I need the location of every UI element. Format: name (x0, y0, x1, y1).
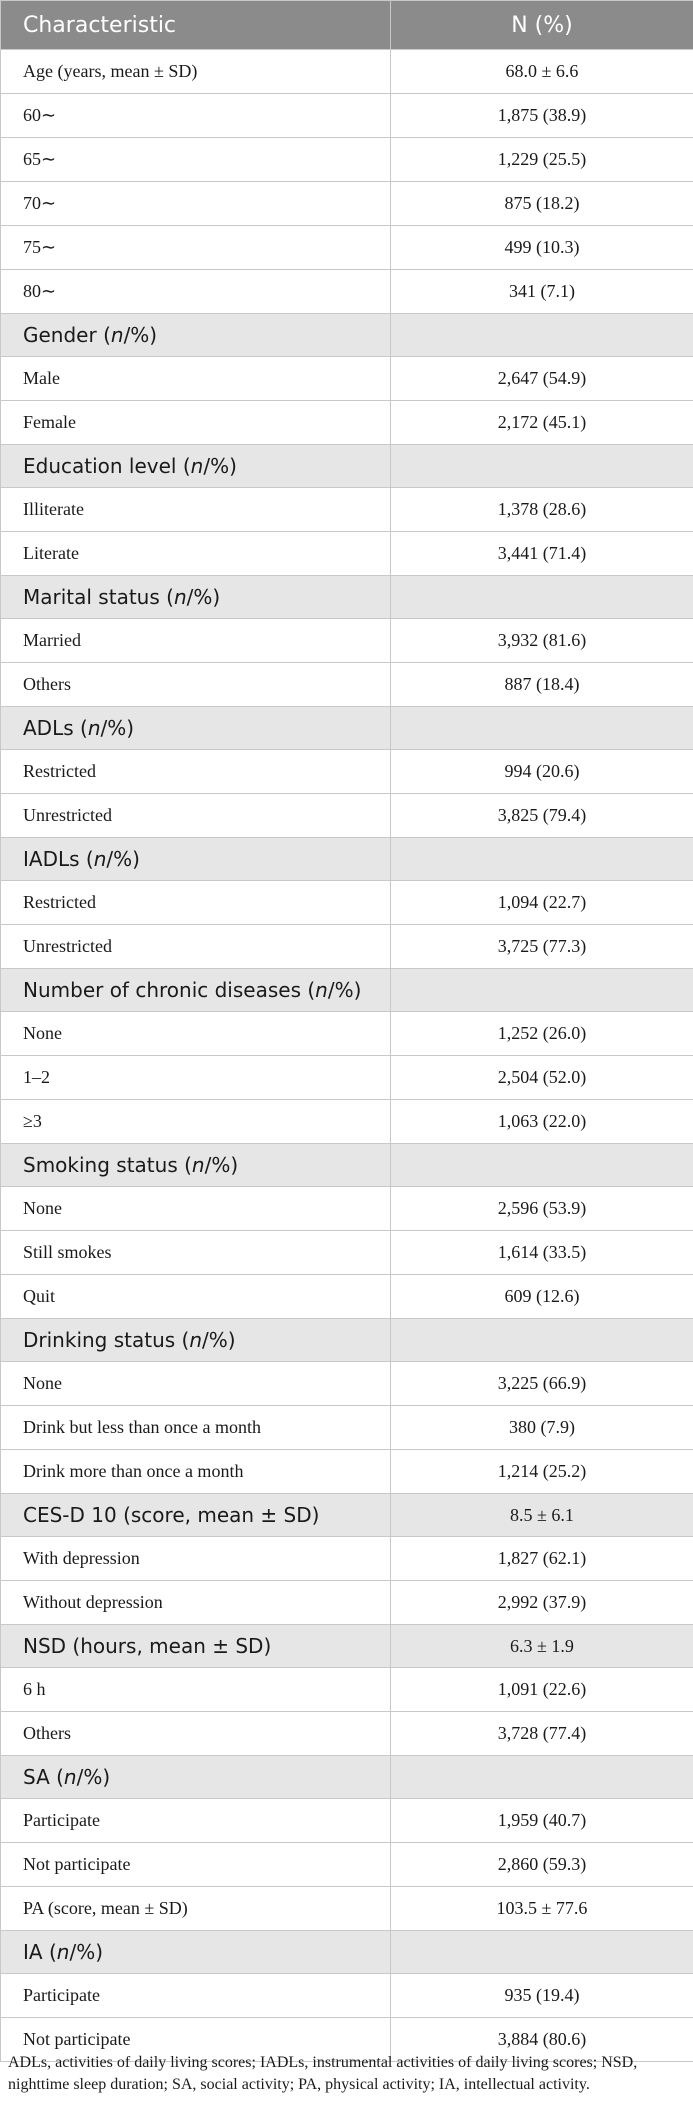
row-label: IADLs (23, 847, 80, 871)
column-header-characteristic: Characteristic (1, 1, 391, 50)
section-header-row (1, 1494, 693, 1537)
characteristic-cell (1, 138, 391, 182)
characteristic-cell (1, 794, 391, 838)
value-cell (391, 576, 693, 619)
value-cell: 887 (18.4) (391, 663, 693, 707)
value-cell: 6.3 ± 1.9 (391, 1625, 693, 1668)
value-cell: 875 (18.2) (391, 182, 693, 226)
section-header-row (1, 314, 693, 357)
row-label: None (23, 1198, 62, 1218)
row-label: Not participate (23, 2029, 131, 2049)
section-label-cell (1, 1494, 391, 1537)
section-header-row (1, 445, 693, 488)
characteristic-cell (1, 226, 391, 270)
value-cell: 1,252 (26.0) (391, 1012, 693, 1056)
characteristic-cell (1, 1275, 391, 1319)
section-label-cell (1, 838, 391, 881)
row-label: 75∼ (23, 237, 57, 257)
value-cell: 341 (7.1) (391, 270, 693, 314)
value-cell: 2,504 (52.0) (391, 1056, 693, 1100)
value-cell: 1,229 (25.5) (391, 138, 693, 182)
row-unit-suffix: (n/%) (166, 585, 221, 609)
characteristic-cell (1, 1974, 391, 2018)
characteristic-cell (1, 750, 391, 794)
value-cell (391, 1931, 693, 1974)
row-label: Number of chronic diseases (23, 978, 301, 1002)
value-cell (391, 969, 693, 1012)
row-label: CES-D 10 (score, mean ± SD) (23, 1503, 320, 1527)
row-label: SA (23, 1765, 50, 1789)
table-row (1, 1799, 693, 1843)
characteristic-cell (1, 532, 391, 576)
table-header-row (1, 1, 693, 50)
table-row (1, 1056, 693, 1100)
table-row (1, 619, 693, 663)
row-unit-suffix: (n/%) (182, 454, 237, 478)
value-cell: 3,884 (80.6) (391, 2018, 693, 2062)
table-row (1, 1537, 693, 1581)
table-row (1, 357, 693, 401)
section-label-cell (1, 576, 391, 619)
table-row (1, 532, 693, 576)
row-label: 65∼ (23, 149, 57, 169)
row-label: Drink more than once a month (23, 1461, 244, 1481)
characteristic-cell (1, 1231, 391, 1275)
characteristic-cell (1, 357, 391, 401)
column-header-n-percent: N (%) (391, 1, 693, 50)
table-row (1, 182, 693, 226)
table-row (1, 50, 693, 94)
characteristic-cell (1, 1581, 391, 1625)
characteristic-cell (1, 401, 391, 445)
table-row (1, 1887, 693, 1931)
row-label: ≥3 (23, 1111, 42, 1131)
row-unit-suffix: (n/%) (184, 1153, 239, 1177)
section-header-row (1, 838, 693, 881)
row-label: Participate (23, 1985, 100, 2005)
row-unit-suffix: (n/%) (48, 1940, 103, 1964)
table-row (1, 1362, 693, 1406)
characteristic-cell (1, 1406, 391, 1450)
section-label-cell (1, 1144, 391, 1187)
row-label: Others (23, 1723, 71, 1743)
row-label: Literate (23, 543, 79, 563)
section-label-cell (1, 1319, 391, 1362)
table-row (1, 1406, 693, 1450)
characteristic-cell (1, 1712, 391, 1756)
value-cell (391, 1144, 693, 1187)
value-cell: 103.5 ± 77.6 (391, 1887, 693, 1931)
value-cell: 1,094 (22.7) (391, 881, 693, 925)
value-cell: 8.5 ± 6.1 (391, 1494, 693, 1537)
characteristic-cell (1, 1887, 391, 1931)
row-label: Participate (23, 1810, 100, 1830)
value-cell: 1,875 (38.9) (391, 94, 693, 138)
value-cell: 3,441 (71.4) (391, 532, 693, 576)
value-cell: 609 (12.6) (391, 1275, 693, 1319)
section-label-cell (1, 1756, 391, 1799)
section-label-cell (1, 445, 391, 488)
section-label-cell (1, 314, 391, 357)
value-cell: 2,992 (37.9) (391, 1581, 693, 1625)
table-row (1, 1974, 693, 2018)
characteristic-cell (1, 619, 391, 663)
value-cell: 1,827 (62.1) (391, 1537, 693, 1581)
row-unit-suffix: (n/%) (181, 1328, 236, 1352)
section-header-row (1, 969, 693, 1012)
row-label: 80∼ (23, 281, 57, 301)
row-label: Restricted (23, 761, 96, 781)
row-label: 1–2 (23, 1067, 50, 1087)
table-row (1, 1100, 693, 1144)
table-row (1, 1668, 693, 1712)
value-cell: 499 (10.3) (391, 226, 693, 270)
table-row (1, 1012, 693, 1056)
row-label: Restricted (23, 892, 96, 912)
row-label: IA (23, 1940, 43, 1964)
characteristic-cell (1, 270, 391, 314)
row-label: With depression (23, 1548, 140, 1568)
row-unit-suffix: (n/%) (103, 323, 158, 347)
characteristic-cell (1, 488, 391, 532)
table-row (1, 488, 693, 532)
table-row (1, 1712, 693, 1756)
row-label: Drink but less than once a month (23, 1417, 261, 1437)
characteristic-cell (1, 1843, 391, 1887)
value-cell: 1,214 (25.2) (391, 1450, 693, 1494)
section-header-row (1, 707, 693, 750)
characteristic-cell (1, 881, 391, 925)
table-footnote: ADLs, activities of daily living scores; IADLs, instrumental activities of daily living scores; NSD, nighttime sleep duration; SA, social activity; PA, physical activity; IA, intellectual activity. (8, 2054, 638, 2093)
characteristic-cell (1, 1537, 391, 1581)
characteristic-cell (1, 1450, 391, 1494)
section-label-cell (1, 707, 391, 750)
table-row (1, 1581, 693, 1625)
row-label: Unrestricted (23, 805, 112, 825)
table-row (1, 401, 693, 445)
row-label: Marital status (23, 585, 160, 609)
characteristic-cell (1, 925, 391, 969)
row-label: Age (years, mean ± SD) (23, 61, 198, 81)
value-cell: 3,825 (79.4) (391, 794, 693, 838)
value-cell: 2,647 (54.9) (391, 357, 693, 401)
characteristic-cell (1, 1012, 391, 1056)
value-cell (391, 1756, 693, 1799)
row-unit-suffix: (n/%) (307, 978, 362, 1002)
row-label: Without depression (23, 1592, 163, 1612)
table-row (1, 1275, 693, 1319)
row-label: Female (23, 412, 76, 432)
value-cell: 994 (20.6) (391, 750, 693, 794)
row-label: Drinking status (23, 1328, 176, 1352)
row-unit-suffix: (n/%) (80, 716, 135, 740)
section-header-row (1, 1756, 693, 1799)
row-label: Married (23, 630, 81, 650)
table-row (1, 1187, 693, 1231)
row-label: PA (score, mean ± SD) (23, 1898, 188, 1918)
section-header-row (1, 1144, 693, 1187)
value-cell: 1,091 (22.6) (391, 1668, 693, 1712)
value-cell: 2,596 (53.9) (391, 1187, 693, 1231)
value-cell (391, 838, 693, 881)
value-cell: 1,063 (22.0) (391, 1100, 693, 1144)
value-cell (391, 707, 693, 750)
value-cell: 3,225 (66.9) (391, 1362, 693, 1406)
value-cell (391, 445, 693, 488)
row-label: ADLs (23, 716, 74, 740)
characteristic-cell (1, 1056, 391, 1100)
section-header-row (1, 576, 693, 619)
value-cell (391, 314, 693, 357)
row-unit-suffix: (n/%) (85, 847, 140, 871)
row-unit-suffix: (n/%) (56, 1765, 111, 1789)
section-label-cell (1, 1625, 391, 1668)
value-cell: 2,860 (59.3) (391, 1843, 693, 1887)
characteristic-cell (1, 94, 391, 138)
table-row (1, 794, 693, 838)
characteristic-cell (1, 1362, 391, 1406)
table-row (1, 925, 693, 969)
characteristic-cell (1, 182, 391, 226)
section-header-row (1, 1319, 693, 1362)
characteristic-cell (1, 50, 391, 94)
characteristic-cell (1, 663, 391, 707)
row-label: 70∼ (23, 193, 57, 213)
table-row (1, 226, 693, 270)
value-cell: 3,932 (81.6) (391, 619, 693, 663)
value-cell: 3,728 (77.4) (391, 1712, 693, 1756)
value-cell: 1,959 (40.7) (391, 1799, 693, 1843)
row-label: Unrestricted (23, 936, 112, 956)
row-label: Still smokes (23, 1242, 112, 1262)
characteristic-cell (1, 1187, 391, 1231)
characteristic-cell (1, 1799, 391, 1843)
table-row (1, 270, 693, 314)
table-row (1, 138, 693, 182)
row-label: 60∼ (23, 105, 57, 125)
value-cell: 1,378 (28.6) (391, 488, 693, 532)
characteristic-cell (1, 1100, 391, 1144)
row-label: Gender (23, 323, 97, 347)
row-label: Smoking status (23, 1153, 178, 1177)
row-label: 6 h (23, 1679, 46, 1699)
section-label-cell (1, 969, 391, 1012)
table-body (1, 50, 693, 2062)
row-label: NSD (hours, mean ± SD) (23, 1634, 272, 1658)
row-label: Illiterate (23, 499, 84, 519)
row-label: Education level (23, 454, 177, 478)
value-cell: 68.0 ± 6.6 (391, 50, 693, 94)
table-row (1, 1843, 693, 1887)
table-row (1, 881, 693, 925)
characteristic-cell (1, 1668, 391, 1712)
value-cell: 935 (19.4) (391, 1974, 693, 2018)
section-header-row (1, 1625, 693, 1668)
table-row (1, 94, 693, 138)
table-row (1, 750, 693, 794)
value-cell: 2,172 (45.1) (391, 401, 693, 445)
value-cell: 380 (7.9) (391, 1406, 693, 1450)
row-label: Quit (23, 1286, 56, 1306)
row-label: Not participate (23, 1854, 131, 1874)
row-label: None (23, 1023, 62, 1043)
section-label-cell (1, 1931, 391, 1974)
table-row (1, 1450, 693, 1494)
row-label: None (23, 1373, 62, 1393)
table-row (1, 663, 693, 707)
value-cell: 3,725 (77.3) (391, 925, 693, 969)
row-label: Others (23, 674, 71, 694)
table-row (1, 1231, 693, 1275)
row-label: Male (23, 368, 60, 388)
value-cell: 1,614 (33.5) (391, 1231, 693, 1275)
value-cell (391, 1319, 693, 1362)
section-header-row (1, 1931, 693, 1974)
